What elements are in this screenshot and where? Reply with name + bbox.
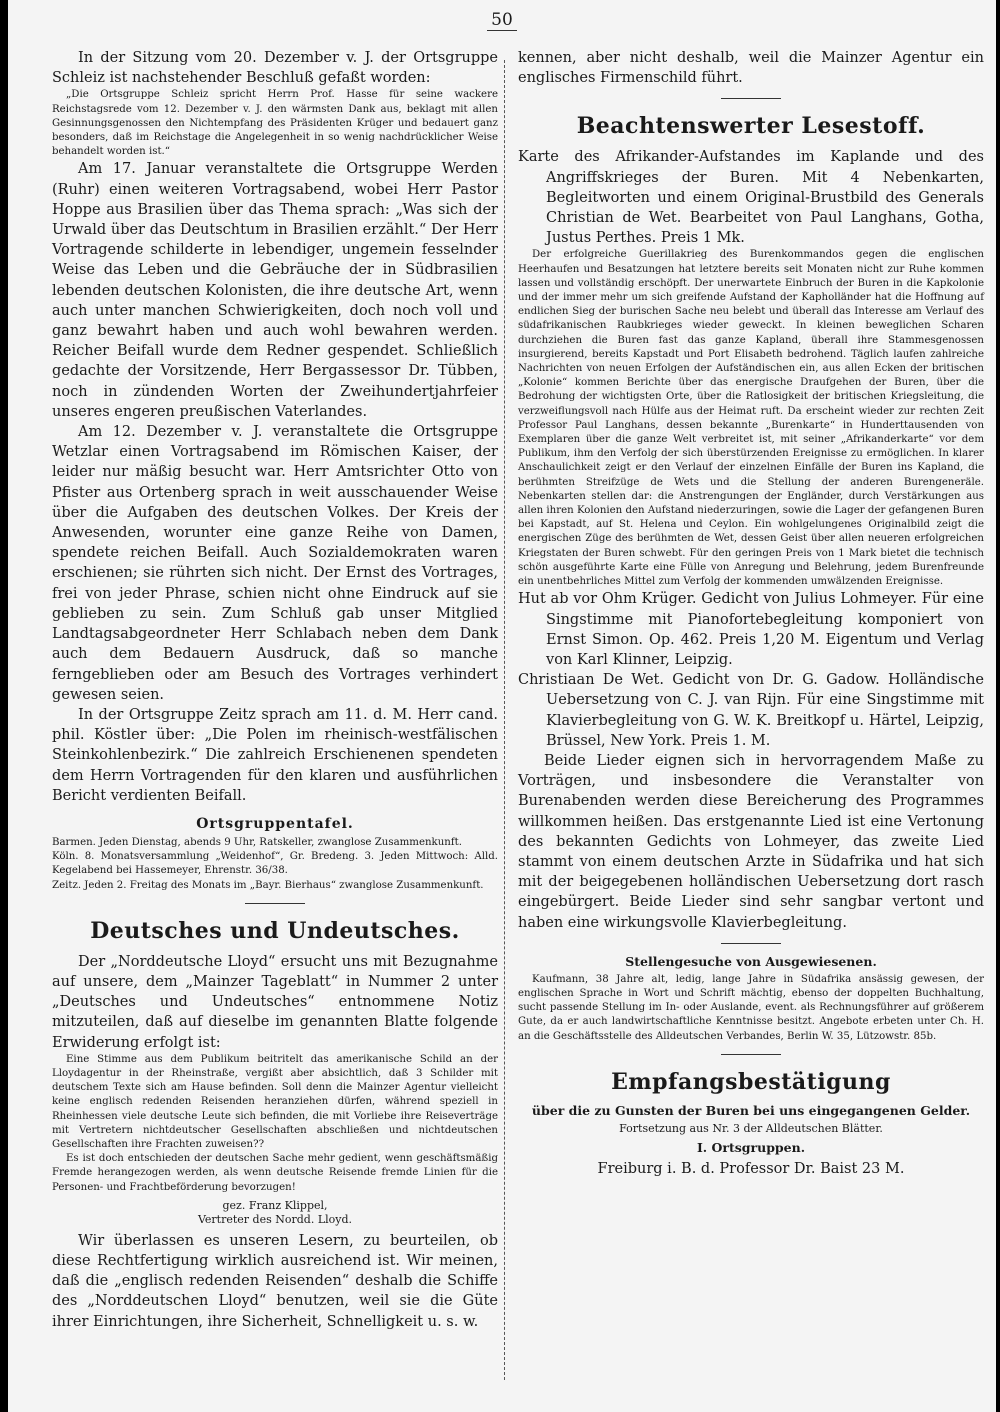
section-rule xyxy=(245,903,305,904)
tafel-entry-barmen: Barmen. Jeden Dienstag, abends 9 Uhr, Ratskeller, zwanglose Zusammenkunft. xyxy=(52,836,462,848)
lloyd-comment-continued: kennen, aber nicht deshalb, weil die Mainzer Agentur ein englisches Firmenschild führt. xyxy=(518,50,984,87)
signature-title: Vertreter des Nordd. Lloyd. xyxy=(197,1212,353,1226)
book-entry-de-wet: Christiaan De Wet. Gedicht von Dr. G. Gadow. Holländische Uebersetzung von C. J. van Rijn. Für eine Singstimme mit Klavierbegleitung von G. W. K. Breitkopf u. Härtel, Leipzig, Brüssel, New York. Preis 1. M. xyxy=(518,672,984,749)
newspaper-page xyxy=(8,0,996,1412)
lesestoff-heading: Beachtenswerter Lesestoff. xyxy=(576,113,926,140)
book-entry-karte-review: Der erfolgreiche Guerillakrieg des Burenkommandos gegen die englischen Heerhaufen und Besatzungen hat letztere bereits seit Monaten nicht zur Ruhe kommen lassen und vollständig erschöpft. Der unerwartete Einbruch der Buren in die Kapkolonie und der immer mehr um sich greifende Aufstand der Kapholländer hat die Hoffnung auf endlichen Sieg der burischen Sache neu belebt und überall das Interesse am Verlauf des südafrikanischen Raubkrieges wieder geweckt. In kleinen beweglichen Scharen durchziehen die Buren fast das ganze Kapland, überall ihre Stammesgenossen insurgierend, bereits Kapstadt und Port Elisabeth bedrohend. Täglich laufen zahlreiche Nachrichten von neuen Erfolgen der Aufständischen ein, aus allen Ecken der britischen „Kolonie“ kommen Berichte über das energische Draufgehen der Buren, über die Bedrohung der wichtigsten Orte, über die Ratlosigkeit der britischen Kriegsleitung, die verzweiflungsvoll nach Hülfe aus der Heimat ruft. Da erscheint wieder zur rechten Zeit Professor Paul Langhans, dessen bekannte „Burenkarte“ in Hunderttausenden von Exemplaren über die ganze Welt verbreitet ist, mit seiner „Afrikanderkarte“ vor dem Publikum, ihm den Verfolg der sich überstürzenden Ereignisse zu ermöglichen. In klarer Anschaulichkeit zeigt er den Verlauf der einzelnen Einfälle der Buren ins Kapland, die berühmten Streifzüge de Wets und die Stellung der anderen Burengeneräle. Nebenkarten stellen dar: die Anstrengungen der Engländer, durch Verstärkungen aus allen ihren Kolonien den Aufstand niederzuringen, sowie die Lager der gefangenen Buren bei Kapstadt, auf St. Helena und Ceylon. Ein wohlgelungenes Originalbild zeigt die energischen Züge des berühmten de Wet, dessen Geist über allen neueren erfolgreichen Kriegstaten der Buren schwebt. Für den geringen Preis von 1 Mark bietet die technisch schön ausgeführte Karte eine Fülle von Anregung und Belehrung, jedem Burenfreunde ein unentbehrliches Mittel zum Verfolg der kommenden umwälzenden Ereignisse. xyxy=(518,249,984,588)
report-werden: Am 17. Januar veranstaltete die Ortsgruppe Werden (Ruhr) einen weiteren Vortragsabend, wobei Herr Pastor Hoppe aus Brasilien über das Thema sprach: „Was sich der Urwald über das Deutschtum in Brasilien erzählt.“ Der Herr Vortragende schilderte in lebendiger, ungemein fesselnder Weise das Leben und die Gebräuche der in Südbrasilien lebenden deutschen Kolonisten, die ihre deutsche Art, wenn auch unter manchen Schwierigkeiten, doch noch voll und ganz bewahrt haben und auch wohl bewahren werden. Reicher Beifall wurde dem Redner gespendet. Schließlich gedachte der Vorsitzende, Herr Bergassessor Dr. Tübben, noch in zündenden Worten der Zweihundertjahrfeier unseres engeren preußischen Vaterlandes. xyxy=(52,161,498,420)
empfang-continuation: Fortsetzung aus Nr. 3 der Alldeutschen Blätter. xyxy=(619,1121,883,1135)
empfang-section: I. Ortsgruppen. xyxy=(696,1139,806,1155)
empfang-line: Freiburg i. B. d. Professor Dr. Baist 23 M. xyxy=(597,1160,905,1177)
signature-block xyxy=(52,1199,498,1227)
report-zeitz: In der Ortsgruppe Zeitz sprach am 11. d. M. Herr cand. phil. Köstler über: „Die Polen im rheinisch-westfälischen Steinkohlenbezirk.“ Die zahlreich Erschienenen spendeten dem Herrn Vortragenden für den klaren und ausführlichen Bericht verdienten Beifall. xyxy=(52,706,498,804)
right-column xyxy=(518,48,984,1179)
section-rule xyxy=(721,1054,781,1055)
book-entry-krueger: Hut ab vor Ohm Krüger. Gedicht von Julius Lohmeyer. Für eine Singstimme mit Pianofortebegleitung komponiert von Ernst Simon. Op. 462. Preis 1,20 M. Eigentum und Verlag von Karl Klinner, Leipzig. xyxy=(518,591,984,668)
lieder-review: Beide Lieder eignen sich in hervorragendem Maße zu Vorträgen, und insbesondere die Veranstalter von Burenabenden werden diese Bereicherung des Programmes willkommen heißen. Das erstgenannte Lied ist eine Vertonung des bekannten Gedichts von Lohmeyer, das zweite Lied stammt von einem deutschen Arzte in Südafrika und hat sich mit der beigegebenen holländischen Uebersetzung dort rasch eingebürgert. Beide Lieder sind sehr sangbar vertont und haben eine wirkungsvolle Klavierbegleitung. xyxy=(518,752,984,931)
column-divider xyxy=(504,60,505,1380)
left-column xyxy=(52,48,498,1332)
signature-name: gez. Franz Klippel, xyxy=(222,1198,328,1212)
empfang-subheading: über die zu Gunsten der Buren bei uns eingegangenen Gelder. xyxy=(531,1102,971,1118)
section-rule xyxy=(721,943,781,944)
report-wetzlar: Am 12. Dezember v. J. veranstaltete die Ortsgruppe Wetzlar einen Vortragsabend im Römischen Kaiser, der leider nur mäßig besucht war. Herr Amtsrichter Otto von Pfister aus Ortenberg sprach in weit ausschauender Weise über die Aufgaben des deutschen Volkes. Der Kreis der Anwesenden, worunter eine ganze Reihe von Damen, spendete reichen Beifall. Auch Sozialdemokraten waren erschienen; sie rührten sich nicht. Der Ernst des Vortrages, frei von jeder Phrase, schien nicht ohne Eindruck auf sie geblieben zu sein. Zum Schluß gab unser Mitglied Landtagsabgeordneter Herr Schlabach neben dem Dank auch dem Bedauern Ausdruck, daß so manche ferngeblieben oder am Besuch des Vortrages verhindert gewesen seien. xyxy=(52,424,498,703)
quote-schleiz: „Die Ortsgruppe Schleiz spricht Herrn Prof. Hasse für seine wackere Reichstagsrede vom 12. Dezember v. J. den wärmsten Dank aus, beklagt mit allen Gesinnungsgenossen den Nichtempfang des Präsidenten Krüger und bedauert ganz besonders, daß im Reichstage die Angelegenheit in so wenig nachdrücklicher Weise behandelt worden ist.“ xyxy=(52,89,498,158)
tafel-entry-koeln: Köln. 8. Monatsversammlung „Weidenhof“, Gr. Bredeng. 3. Jeden Mittwoch: Alld. Kegelabend bei Hassemeyer, Ehrenstr. 36/38. xyxy=(52,851,498,877)
stellengesuche-heading: Stellengesuche von Ausgewiesenen. xyxy=(625,953,877,969)
ortsgruppentafel-heading: Ortsgruppentafel. xyxy=(196,815,354,832)
tafel-entry-zeitz: Zeitz. Jeden 2. Freitag des Monats im „Bayr. Bierhaus“ zwanglose Zusammenkunft. xyxy=(52,879,484,891)
report-schleiz: In der Sitzung vom 20. Dezember v. J. der Ortsgruppe Schleiz ist nachstehender Beschluß gefaßt worden: xyxy=(52,50,498,87)
stellengesuch-entry: Kaufmann, 38 Jahre alt, ledig, lange Jahre in Südafrika ansässig gewesen, der englischen Sprache in Wort und Schrift mächtig, ebenso der doppelten Buchhaltung, sucht passende Stellung im In- oder Auslande, event. als Rechnungsführer auf größerem Gute, da er auch landwirtschaftliche Kenntnisse besitzt. Angebote erbeten unter Ch. H. an die Geschäftsstelle des Alldeutschen Verbandes, Berlin W. 35, Lützowstr. 85b. xyxy=(518,973,984,1042)
deutsches-heading: Deutsches und Undeutsches. xyxy=(90,917,460,944)
lloyd-quote: Eine Stimme aus dem Publikum beitritelt das amerikanische Schild an der Lloydagentur in der Rheinstraße, vergißt aber absichtlich, daß 3 Schilder mit deutschem Texte sich am Hause befinden. Soll denn die Mainzer Agentur vielleicht keine englisch redenden Reisenden heranziehen dürfen, während speziell in Rheinhessen viele deutsche Leute sich befinden, die mit Vorliebe ihre Reiseverträge mit Vertretern nichtdeutscher Gesellschaften abschließen und nichtdeutschen Gesellschaften ihre Frachten zuweisen?? xyxy=(52,1053,498,1150)
book-entry-karte: Karte des Afrikander-Aufstandes im Kaplande und des Angriffskrieges der Buren. Mit 4 Nebenkarten, Begleitworten und einem Original-Brustbild des Generals Christian de Wet. Bearbeitet von Paul Langhans, Gotha, Justus Perthes. Preis 1 Mk. xyxy=(518,149,984,247)
lloyd-quote-2: Es ist doch entschieden der deutschen Sache mehr gedient, wenn geschäftsmäßig Fremde herangezogen werden, als wenn deutsche Reisende fremde Linien für die Personen- und Frachtbeförderung bevorzugen! xyxy=(52,1153,498,1193)
lloyd-comment: Wir überlassen es unseren Lesern, zu beurteilen, ob diese Rechtfertigung wirklich ausreichend ist. Wir meinen, daß die „englisch redenden Reisenden“ deshalb die Schiffe des „Norddeutschen Lloyd“ benutzen, weil sie die Güte ihrer Einrichtungen, ihre Sicherheit, Schnelligkeit u. s. w. xyxy=(52,1232,498,1330)
page-number: 50 xyxy=(8,10,996,30)
lloyd-intro: Der „Norddeutsche Lloyd“ ersucht uns mit Bezugnahme auf unsere, dem „Mainzer Tageblatt“ in Nummer 2 unter „Deutsches und Undeutsches“ entnommene Notiz mitzuteilen, daß auf dieselbe im genannten Blatte folgende Erwiderung erfolgt ist: xyxy=(52,953,498,1051)
empfang-heading: Empfangsbestätigung xyxy=(611,1068,891,1095)
section-rule xyxy=(721,98,781,99)
